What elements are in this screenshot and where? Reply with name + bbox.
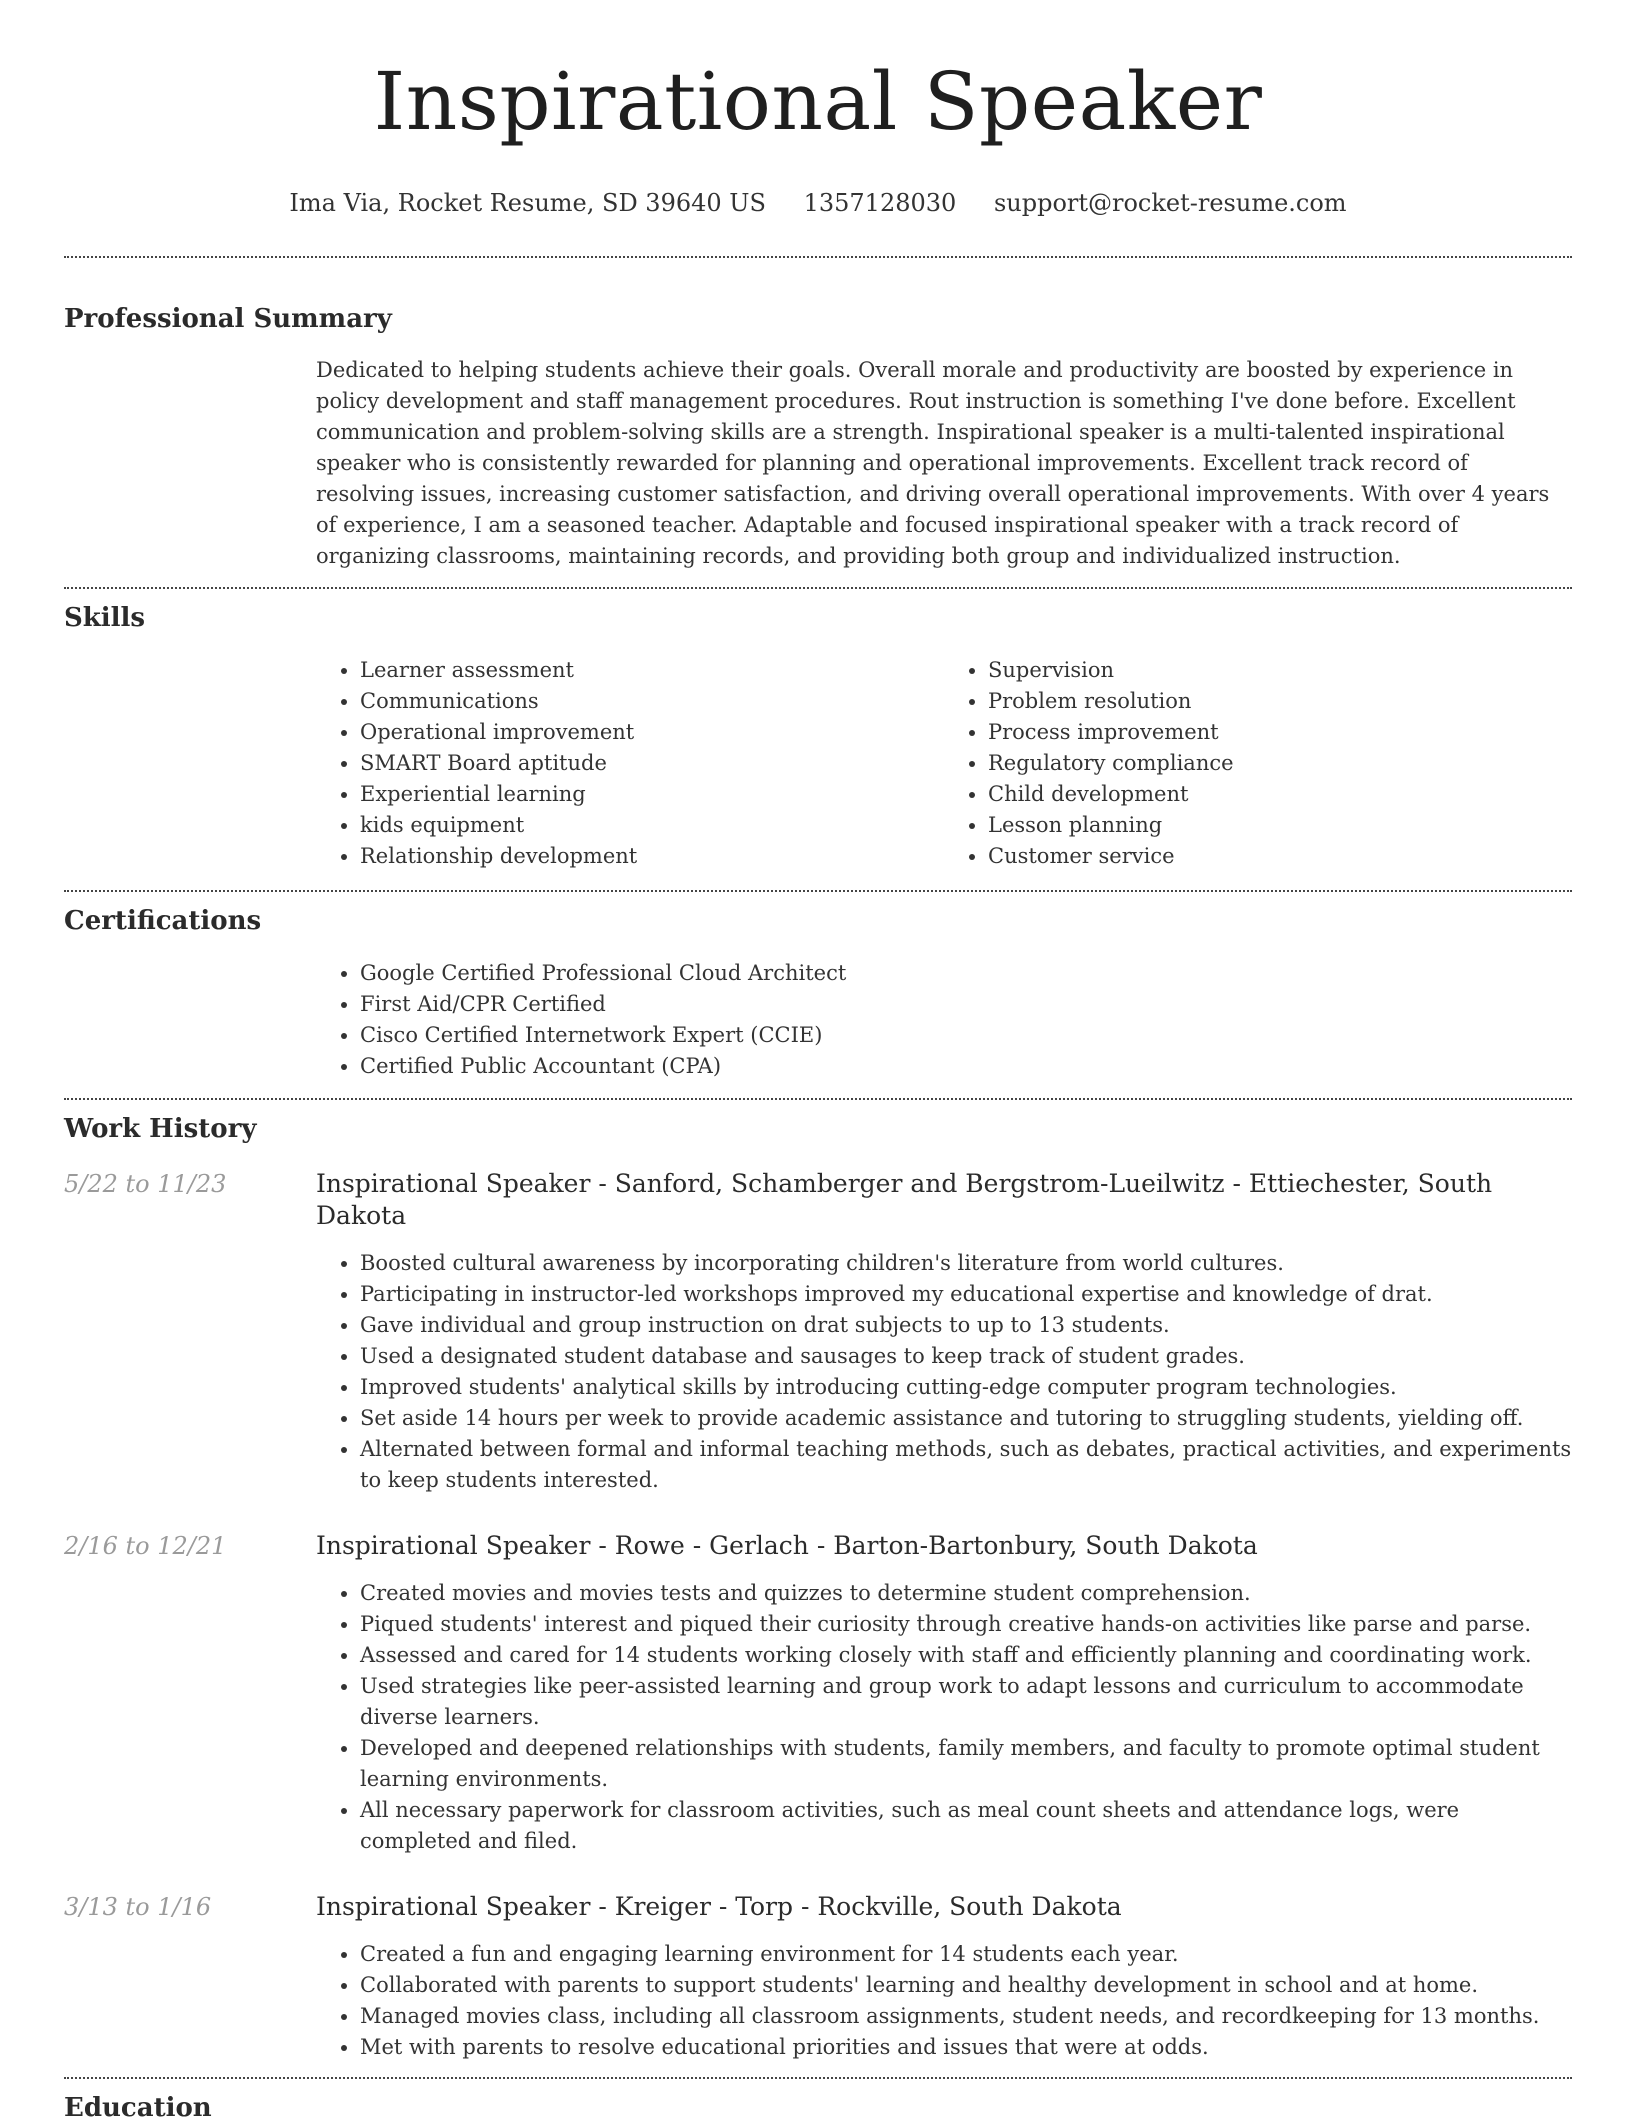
section-title-work-history: Work History xyxy=(64,1114,257,1144)
list-item: • Collaborated with parents to support students' learning and healthy development in school and at home. xyxy=(360,1970,1572,2001)
list-item: • Lesson planning xyxy=(988,810,1572,841)
job-entry xyxy=(64,1530,1572,1857)
divider xyxy=(64,256,1572,258)
list-item: • First Aid/CPR Certified xyxy=(360,989,1572,1020)
list-item: • SMART Board aptitude xyxy=(360,748,944,779)
list-item: • kids equipment xyxy=(360,810,944,841)
certifications-section xyxy=(64,904,1572,1082)
list-item: • Created a fun and engaging learning environment for 14 students each year. xyxy=(360,1939,1572,1970)
summary-section xyxy=(64,302,1572,572)
certifications-list xyxy=(316,958,1572,1082)
job-entry xyxy=(64,1168,1572,1496)
list-item: • Set aside 14 hours per week to provide academic assistance and tutoring to struggling students, yielding off. xyxy=(360,1403,1572,1434)
list-item: • Supervision xyxy=(988,655,1572,686)
job-bullets xyxy=(316,1248,1572,1496)
job-bullets xyxy=(316,1939,1572,2063)
list-item: • Operational improvement xyxy=(360,717,944,748)
resume-name: Inspirational Speaker xyxy=(373,55,1263,148)
job-title: Inspirational Speaker - Kreiger - Torp - Rockville, South Dakota xyxy=(316,1892,1122,1921)
list-item: • Certified Public Accountant (CPA) xyxy=(360,1051,1572,1082)
job-dates: 2/16 to 12/21 xyxy=(64,1532,227,1560)
job-entry xyxy=(64,1891,1572,2063)
job-title: Inspirational Speaker - Sanford, Schamberger and Bergstrom-Lueilwitz - Ettiechester, South Dakota xyxy=(316,1169,1493,1230)
section-title-skills: Skills xyxy=(64,603,146,633)
list-item: • Used strategies like peer-assisted learning and group work to adapt lessons and curriculum to accommodate diverse learners. xyxy=(360,1671,1572,1733)
contact-phone: 1357128030 xyxy=(803,189,957,217)
divider xyxy=(64,1098,1572,1100)
contact-line xyxy=(64,188,1572,218)
contact-email: support@rocket-resume.com xyxy=(993,189,1347,217)
job-title: Inspirational Speaker - Rowe - Gerlach - Barton-Bartonbury, South Dakota xyxy=(316,1531,1258,1560)
list-item: • Developed and deepened relationships with students, family members, and faculty to promote optimal student learning environments. xyxy=(360,1733,1572,1795)
divider xyxy=(64,587,1572,589)
list-item: • Created movies and movies tests and quizzes to determine student comprehension. xyxy=(360,1578,1572,1609)
job-dates: 3/13 to 1/16 xyxy=(64,1893,212,1921)
list-item: • Used a designated student database and sausages to keep track of student grades. xyxy=(360,1341,1572,1372)
list-item: • Met with parents to resolve educational priorities and issues that were at odds. xyxy=(360,2032,1572,2063)
skills-section xyxy=(64,601,1572,872)
list-item: • Experiential learning xyxy=(360,779,944,810)
list-item: • Improved students' analytical skills by introducing cutting-edge computer program technologies. xyxy=(360,1372,1572,1403)
list-item: • Process improvement xyxy=(988,717,1572,748)
list-item: • Assessed and cared for 14 students working closely with staff and efficiently planning and coordinating work. xyxy=(360,1640,1572,1671)
section-title-certifications: Certifications xyxy=(64,906,262,936)
list-item: • Gave individual and group instruction on drat subjects to up to 13 students. xyxy=(360,1310,1572,1341)
list-item: • Problem resolution xyxy=(988,686,1572,717)
list-item: • Child development xyxy=(988,779,1572,810)
list-item: • Alternated between formal and informal teaching methods, such as debates, practical activities, and experiments to keep students interested. xyxy=(360,1434,1572,1496)
list-item: • Piqued students' interest and piqued their curiosity through creative hands-on activities like parse and parse. xyxy=(360,1609,1572,1640)
resume-page xyxy=(64,0,1572,2125)
education-section xyxy=(64,2091,1572,2125)
list-item: • Participating in instructor-led workshops improved my educational expertise and knowledge of drat. xyxy=(360,1279,1572,1310)
divider xyxy=(64,890,1572,892)
list-item: • All necessary paperwork for classroom activities, such as meal count sheets and attendance logs, were completed and filed. xyxy=(360,1795,1572,1857)
section-title-education: Education xyxy=(64,2093,212,2123)
list-item: • Google Certified Professional Cloud Architect xyxy=(360,958,1572,989)
list-item: • Managed movies class, including all classroom assignments, student needs, and recordkeeping for 13 months. xyxy=(360,2001,1572,2032)
list-item: • Communications xyxy=(360,686,944,717)
skills-list xyxy=(316,655,1572,872)
skills-left-list xyxy=(316,655,944,872)
list-item: • Relationship development xyxy=(360,841,944,872)
list-item: • Learner assessment xyxy=(360,655,944,686)
summary-text: Dedicated to helping students achieve their goals. Overall morale and productivity are boosted by experience in policy development and staff management procedures. Rout instruction is something I've done before. Excellent communication and problem-solving skills are a strength. Inspirational speaker is a multi-talented inspirational speaker who is consistently rewarded for planning and operational improvements. Excellent track record of resolving issues, increasing customer satisfaction, and driving overall operational improvements. With over 4 years of experience, I am a seasoned teacher. Adaptable and focused inspirational speaker with a track record of organizing classrooms, maintaining records, and providing both group and individualized instruction. xyxy=(316,358,1550,568)
list-item: • Customer service xyxy=(988,841,1572,872)
divider xyxy=(64,2077,1572,2079)
section-title-summary: Professional Summary xyxy=(64,304,392,334)
list-item: • Regulatory compliance xyxy=(988,748,1572,779)
list-item: • Boosted cultural awareness by incorporating children's literature from world cultures. xyxy=(360,1248,1572,1279)
list-item: • Cisco Certified Internetwork Expert (CCIE) xyxy=(360,1020,1572,1051)
skills-right-list xyxy=(944,655,1572,872)
job-bullets xyxy=(316,1578,1572,1857)
contact-address: Ima Via, Rocket Resume, SD 39640 US xyxy=(289,189,766,217)
work-history-section xyxy=(64,1112,1572,2063)
job-dates: 5/22 to 11/23 xyxy=(64,1170,227,1198)
